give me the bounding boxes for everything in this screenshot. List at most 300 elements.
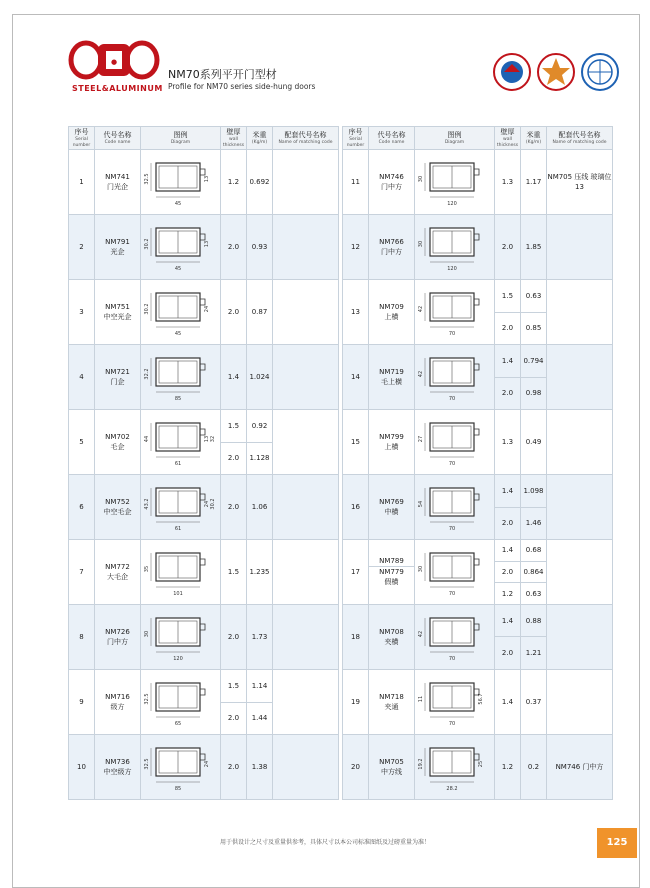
code-cell: [95, 475, 141, 540]
matching-cell: [547, 410, 613, 475]
dim-height-label: 42: [417, 370, 424, 378]
dim-width-label: 70: [448, 720, 455, 727]
profile-diagram: [142, 285, 220, 339]
weight-cell: 0.93: [247, 215, 273, 280]
thickness-cell: 1.4: [221, 345, 247, 410]
dim-height-label: 42: [417, 305, 424, 313]
table-row: [343, 150, 613, 215]
table-row: [343, 734, 613, 799]
code-cell: [369, 280, 415, 345]
code-cell: [369, 215, 415, 280]
profile-code: NM726: [105, 628, 130, 636]
weight-cell: 0.98: [521, 377, 547, 410]
dim-width-label: 70: [448, 655, 455, 662]
svg-text:●: ●: [110, 58, 118, 66]
profile-section: [144, 358, 205, 402]
dim-height-label: 43.2: [143, 498, 150, 510]
serial-cell: 16: [343, 475, 369, 540]
matching-cell: [273, 410, 339, 475]
table-row: [343, 540, 613, 562]
profile-name: 假横: [384, 578, 399, 587]
certification-badges: [492, 50, 622, 94]
weight-cell: 1.17: [521, 150, 547, 215]
profile-code: NM716: [105, 693, 130, 701]
dim-height-label: 19.2: [417, 758, 424, 770]
table-row: [69, 735, 339, 800]
profile-section: [418, 488, 479, 532]
profile-section: [418, 683, 484, 727]
code-cell: [369, 669, 415, 734]
dim-height-label: 32.5: [143, 173, 150, 185]
profile-section: [144, 488, 216, 532]
dim-height-label: 32.5: [143, 693, 150, 705]
thickness-cell: 1.4: [495, 540, 521, 562]
profile-table-right: [342, 126, 613, 800]
diagram-cell: [141, 215, 221, 280]
brand-name: STEEL&ALUMINUM: [72, 84, 163, 93]
profile-section: [144, 618, 205, 662]
dim-width-label: 120: [172, 656, 183, 662]
dim-height-label: 30: [417, 240, 424, 248]
profile-name: 中方线: [381, 767, 402, 776]
profile-code: NM769: [379, 498, 404, 506]
dim-width-label: 45: [174, 266, 181, 272]
dim-inner-label: 13: [203, 175, 210, 183]
thickness-cell: 2.0: [221, 215, 247, 280]
table-row: [343, 280, 613, 313]
table-row: [343, 475, 613, 508]
matching-cell: NM746 门中方: [547, 734, 613, 799]
thickness-cell: 1.5: [221, 540, 247, 605]
profile-section: [144, 683, 205, 727]
weight-cell: 0.2: [521, 734, 547, 799]
serial-cell: 3: [69, 280, 95, 345]
table-row: [69, 345, 339, 410]
diagram-cell: [141, 670, 221, 735]
profile-code: NM752: [105, 498, 130, 506]
code-cell: [95, 540, 141, 605]
matching-cell: NM705 压线 玻璃位13: [547, 150, 613, 215]
header-matching: 配套代号名称 Name of matching code: [273, 127, 339, 150]
dim-width-label: 45: [174, 201, 181, 207]
table-row: [69, 280, 339, 345]
profile-name: 门中方: [107, 638, 128, 646]
diagram-cell: [415, 540, 495, 605]
weight-cell: 0.87: [247, 280, 273, 345]
profile-code: NM705: [379, 757, 404, 766]
profile-name: 毛上横: [381, 378, 402, 386]
dim-width-label: 85: [174, 786, 181, 792]
profile-name: 门企: [110, 378, 125, 386]
dim-height-label: 44: [143, 435, 150, 443]
profile-name: 门光企: [107, 183, 128, 191]
code-cell: [95, 735, 141, 800]
thickness-cell: 2.0: [221, 475, 247, 540]
thickness-cell: 2.0: [495, 561, 521, 583]
serial-cell: 1: [69, 150, 95, 215]
dim-width-label: 120: [446, 266, 457, 272]
code-cell: [369, 604, 415, 669]
dim-inner-label: 13: [203, 240, 210, 248]
profile-name: 夹横: [384, 637, 399, 646]
profile-section: [144, 423, 216, 467]
profile-diagram: [416, 675, 494, 729]
thickness-cell: 2.0: [495, 312, 521, 345]
diagram-cell: [141, 605, 221, 670]
table-row: [69, 410, 339, 443]
weight-cell: 0.63: [521, 280, 547, 313]
dim-height-label: 35: [143, 565, 150, 573]
matching-cell: [547, 669, 613, 734]
serial-cell: 12: [343, 215, 369, 280]
header-weight: 米重 (Kg/m): [521, 127, 547, 150]
thickness-cell: 2.0: [221, 702, 247, 735]
serial-cell: 17: [343, 540, 369, 605]
profile-section: [418, 553, 479, 597]
profile-diagram: [416, 480, 494, 534]
diagram-cell: [141, 410, 221, 475]
diagram-cell: [415, 150, 495, 215]
matching-cell: [547, 540, 613, 605]
profile-name: 夹通: [384, 702, 399, 711]
dim-width-label: 70: [448, 461, 455, 467]
profile-section: [144, 228, 210, 272]
weight-cell: 1.73: [247, 605, 273, 670]
weight-cell: 1.06: [247, 475, 273, 540]
dim-width-label: 28.2: [445, 785, 458, 792]
table-row: [343, 215, 613, 280]
table-row: [69, 150, 339, 215]
weight-cell: 0.49: [521, 410, 547, 475]
profile-code: NM772: [105, 563, 130, 571]
profile-diagram: [416, 415, 494, 469]
profile-section: [144, 553, 205, 597]
profile-section: [418, 618, 479, 662]
serial-cell: 19: [343, 669, 369, 734]
matching-cell: [547, 280, 613, 345]
code-cell: [95, 150, 141, 215]
profile-code: NM718: [379, 692, 404, 701]
profile-code: NM702: [105, 433, 130, 441]
code-cell: [369, 475, 415, 540]
diagram-cell: [141, 735, 221, 800]
profile-name: 上横: [384, 443, 399, 451]
matching-cell: [547, 345, 613, 410]
table-row: [69, 605, 339, 670]
profile-name: 门中方: [381, 183, 402, 191]
profile-section: [418, 293, 479, 337]
weight-cell: 1.128: [247, 442, 273, 475]
thickness-cell: 2.0: [495, 377, 521, 410]
serial-cell: 7: [69, 540, 95, 605]
dim-inner-label: 24: [203, 760, 210, 768]
profile-code: NM741: [105, 173, 130, 181]
profile-table-left: [68, 126, 339, 800]
profile-code: NM751: [105, 303, 130, 311]
dim-width-label: 101: [172, 591, 183, 597]
profile-code: NM746: [379, 173, 404, 181]
profile-code: NM766: [379, 238, 404, 246]
weight-cell: 1.235: [247, 540, 273, 605]
diagram-cell: [415, 280, 495, 345]
thickness-cell: 1.5: [221, 670, 247, 703]
thickness-cell: 1.4: [495, 604, 521, 637]
dim-width-label: 70: [448, 526, 455, 532]
dim-height-label: 32.5: [143, 758, 150, 770]
profile-diagram: [416, 350, 494, 404]
profile-code: NM736: [105, 758, 130, 766]
profile-code: NM791: [105, 238, 130, 246]
dim-width-label: 61: [174, 461, 181, 467]
matching-cell: [547, 215, 613, 280]
profile-code: NM708: [379, 627, 404, 636]
serial-cell: 18: [343, 604, 369, 669]
dim-width-label: 61: [174, 526, 181, 532]
header-code: 代号名称 Code name: [369, 127, 415, 150]
weight-cell: 0.88: [521, 604, 547, 637]
diagram-cell: [415, 669, 495, 734]
matching-cell: [273, 605, 339, 670]
header-serial: 序号 Serial number: [69, 127, 95, 150]
table-row: [343, 345, 613, 378]
dim-inner-label: 32: [209, 435, 216, 443]
profile-diagram: [142, 350, 220, 404]
matching-cell: [547, 475, 613, 540]
thickness-cell: 1.4: [495, 475, 521, 508]
diagram-cell: [141, 150, 221, 215]
profile-diagram: [142, 155, 220, 209]
dim-width-label: 70: [448, 331, 455, 337]
dim-height-label: 27: [417, 435, 424, 443]
weight-cell: 0.692: [247, 150, 273, 215]
profile-diagram: [416, 285, 494, 339]
diagram-cell: [415, 734, 495, 799]
serial-cell: 2: [69, 215, 95, 280]
matching-cell: [273, 670, 339, 735]
thickness-cell: 2.0: [495, 507, 521, 540]
dim-height-label: 30: [143, 630, 150, 638]
serial-cell: 5: [69, 410, 95, 475]
page-number: 125: [597, 828, 637, 858]
weight-cell: 0.85: [521, 312, 547, 345]
dim-width-label: 85: [174, 396, 181, 402]
thickness-cell: 2.0: [221, 280, 247, 345]
dim-inner-label: 56.7: [477, 693, 484, 705]
weight-cell: 1.46: [521, 507, 547, 540]
thickness-cell: 2.0: [221, 442, 247, 475]
profile-name: 毛企: [110, 443, 125, 451]
thickness-cell: 1.5: [221, 410, 247, 443]
dim-height-label: 54: [417, 500, 424, 508]
serial-cell: 8: [69, 605, 95, 670]
profile-name: 中空级方: [103, 768, 132, 776]
table-row: [343, 669, 613, 734]
diagram-cell: [415, 345, 495, 410]
weight-cell: 1.14: [247, 670, 273, 703]
profile-code: NM721: [105, 368, 130, 376]
weight-cell: 0.864: [521, 561, 547, 583]
profile-diagram: [142, 415, 220, 469]
thickness-cell: 1.2: [495, 583, 521, 605]
diagram-cell: [415, 215, 495, 280]
table-row: [343, 604, 613, 637]
profile-name: 门中方: [381, 248, 402, 256]
dim-width-label: 70: [448, 590, 455, 597]
profile-section: [418, 358, 479, 402]
profile-section: [144, 293, 210, 337]
profile-section: [418, 748, 484, 792]
diagram-cell: [415, 410, 495, 475]
thickness-cell: 1.3: [495, 150, 521, 215]
diagram-cell: [415, 604, 495, 669]
code-cell: [95, 215, 141, 280]
profile-diagram: [142, 220, 220, 274]
profile-code: NM799: [379, 433, 404, 441]
page-title: NM70系列平开门型材: [168, 68, 277, 81]
serial-cell: 10: [69, 735, 95, 800]
weight-cell: 1.024: [247, 345, 273, 410]
profile-section: [418, 228, 479, 272]
weight-cell: 0.63: [521, 583, 547, 605]
header-diagram: 图例 Diagram: [415, 127, 495, 150]
header-diagram: 图例 Diagram: [141, 127, 221, 150]
profile-code: NM709: [379, 303, 404, 311]
code-cell: [369, 540, 415, 605]
profile-section: [144, 748, 210, 792]
table-row: [69, 670, 339, 703]
code-cell: [95, 410, 141, 475]
dim-height-label: 30: [417, 565, 424, 573]
profile-name: 大毛企: [107, 573, 128, 581]
serial-cell: 4: [69, 345, 95, 410]
matching-cell: [273, 280, 339, 345]
profile-diagram: [416, 545, 494, 599]
thickness-cell: 2.0: [495, 215, 521, 280]
matching-cell: [273, 735, 339, 800]
serial-cell: 15: [343, 410, 369, 475]
code-cell: [95, 345, 141, 410]
profile-section: [144, 163, 210, 207]
weight-cell: 1.098: [521, 475, 547, 508]
dim-height-label: 42: [417, 630, 424, 638]
thickness-cell: 1.5: [495, 280, 521, 313]
dim-height-label: 11: [417, 695, 424, 703]
weight-cell: 1.44: [247, 702, 273, 735]
dim-height-label: 32.2: [143, 368, 150, 380]
table-row: [69, 475, 339, 540]
weight-cell: 1.85: [521, 215, 547, 280]
code-cell: [369, 345, 415, 410]
diagram-cell: [141, 475, 221, 540]
matching-cell: [273, 150, 339, 215]
profile-code: NM789: [379, 557, 404, 566]
diagram-cell: [415, 475, 495, 540]
dim-inner-label: 24: [203, 500, 210, 508]
weight-cell: 1.21: [521, 637, 547, 670]
diagram-cell: [141, 345, 221, 410]
profile-diagram: [416, 740, 494, 794]
header-weight: 米重 (Kg/m): [247, 127, 273, 150]
serial-cell: 13: [343, 280, 369, 345]
thickness-cell: 1.2: [495, 734, 521, 799]
profile-name: 中空毛企: [103, 508, 132, 516]
code-cell: [95, 670, 141, 735]
profile-diagram: [142, 675, 220, 729]
dim-inner-label: 30.2: [209, 498, 216, 510]
dim-height-label: 30.2: [143, 303, 150, 315]
weight-cell: 0.794: [521, 345, 547, 378]
dim-width-label: 120: [446, 201, 457, 207]
header-matching: 配套代号名称 Name of matching code: [547, 127, 613, 150]
weight-cell: 0.37: [521, 669, 547, 734]
code-cell: [369, 410, 415, 475]
code-cell: [369, 734, 415, 799]
code-cell: [95, 605, 141, 670]
profile-name: 光企: [110, 248, 125, 256]
header-thickness: 壁厚 wall thickness: [495, 127, 521, 150]
dim-width-label: 45: [174, 331, 181, 337]
thickness-cell: 1.3: [495, 410, 521, 475]
profile-diagram: [142, 610, 220, 664]
dim-inner-label: 13: [203, 435, 210, 443]
diagram-cell: [141, 280, 221, 345]
dim-height-label: 30.2: [143, 238, 150, 250]
matching-cell: [273, 540, 339, 605]
profile-section: [418, 163, 479, 207]
matching-cell: [273, 215, 339, 280]
matching-cell: [273, 475, 339, 540]
profile-diagram: [142, 740, 220, 794]
thickness-cell: 2.0: [495, 637, 521, 670]
footer-note: 用于供设计之尺寸及重量供参考，具体尺寸以本公司标准图纸及过磅重量为准！: [219, 839, 430, 846]
diagram-cell: [141, 540, 221, 605]
profile-diagram: [142, 480, 220, 534]
matching-cell: [547, 604, 613, 669]
weight-cell: 0.68: [521, 540, 547, 562]
thickness-cell: 1.4: [495, 345, 521, 378]
serial-cell: 6: [69, 475, 95, 540]
profile-diagram: [416, 610, 494, 664]
weight-cell: 0.92: [247, 410, 273, 443]
profile-name: 中空光企: [103, 313, 132, 321]
matching-cell: [273, 345, 339, 410]
weight-cell: 1.38: [247, 735, 273, 800]
profile-name: 级方: [110, 703, 125, 711]
profile-name: 上横: [384, 313, 399, 321]
header-thickness: 壁厚 wall thickness: [221, 127, 247, 150]
dim-inner-label: 24: [203, 305, 210, 313]
serial-cell: 14: [343, 345, 369, 410]
thickness-cell: 1.4: [495, 669, 521, 734]
dim-height-label: 30: [417, 175, 424, 183]
code-cell: [95, 280, 141, 345]
table-row: [343, 410, 613, 475]
profile-diagram: [416, 155, 494, 209]
profile-code: NM719: [379, 368, 404, 376]
profile-diagram: [142, 545, 220, 599]
table-row: [69, 540, 339, 605]
dim-inner-label: 25: [477, 760, 484, 768]
dim-width-label: 65: [174, 721, 181, 727]
profile-code-alt: NM779: [369, 566, 414, 577]
header-serial: 序号 Serial number: [343, 127, 369, 150]
thickness-cell: 1.2: [221, 150, 247, 215]
thickness-cell: 2.0: [221, 605, 247, 670]
serial-cell: 20: [343, 734, 369, 799]
profile-diagram: [416, 220, 494, 274]
serial-cell: 9: [69, 670, 95, 735]
profile-name: 中横: [384, 508, 399, 516]
